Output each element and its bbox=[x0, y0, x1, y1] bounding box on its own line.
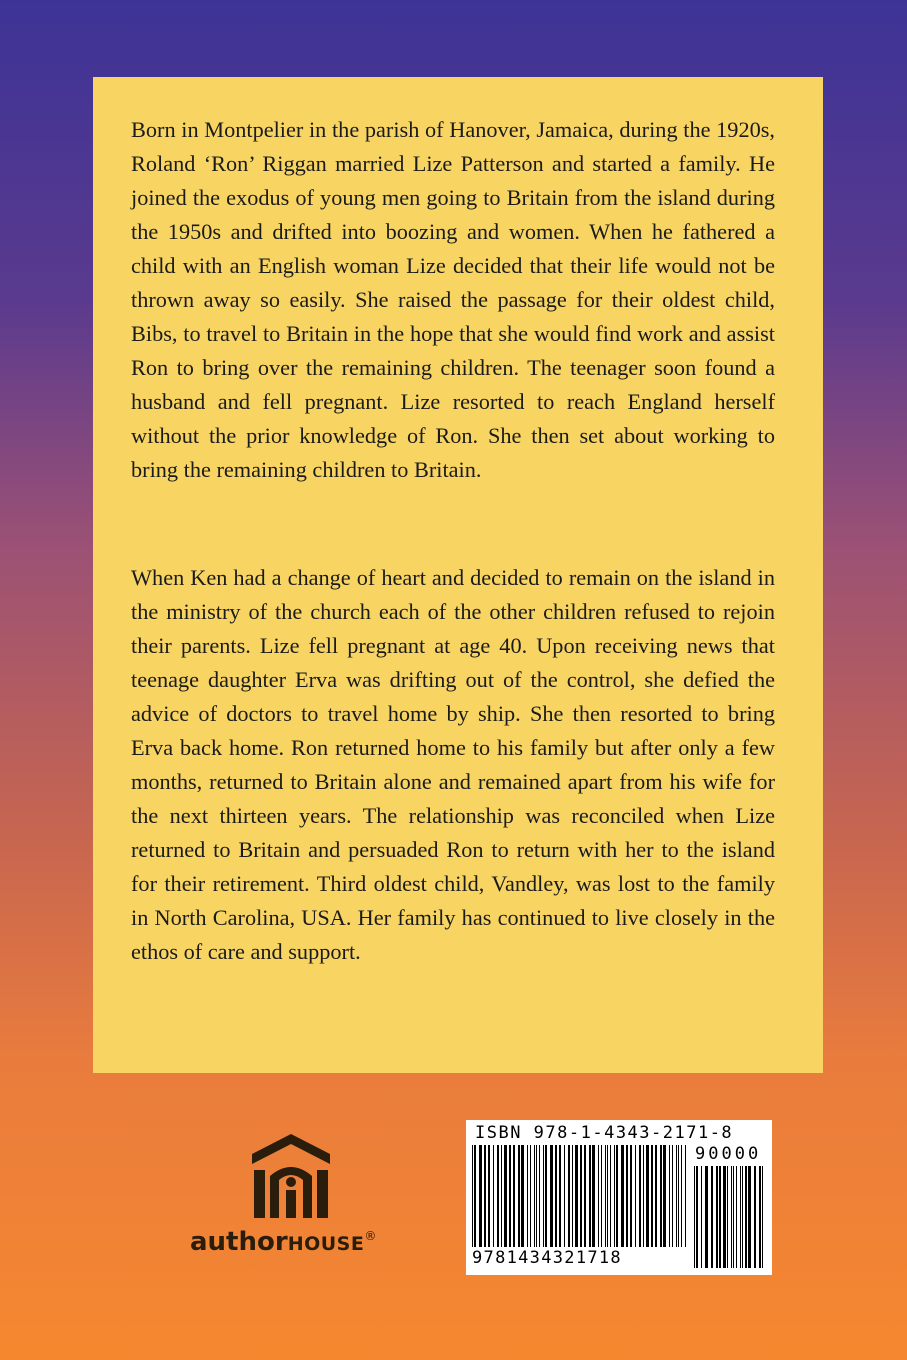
barcode-bar bbox=[660, 1145, 662, 1247]
barcode-bar bbox=[504, 1145, 507, 1247]
barcode-bar bbox=[731, 1166, 732, 1268]
publisher-logo bbox=[190, 1130, 390, 1260]
barcode-bar bbox=[497, 1145, 499, 1247]
barcode-bar bbox=[655, 1145, 657, 1247]
barcode-bar bbox=[559, 1145, 561, 1247]
barcode-bar bbox=[513, 1145, 515, 1247]
barcode-bar bbox=[527, 1145, 528, 1247]
barcode-bar bbox=[694, 1166, 695, 1268]
barcode-bar bbox=[488, 1145, 490, 1247]
barcode-bar bbox=[564, 1145, 565, 1247]
barcode-bar bbox=[474, 1145, 476, 1247]
barcode-addon-number: 90000 bbox=[695, 1144, 762, 1164]
barcode-bar bbox=[572, 1145, 573, 1247]
barcode-bar bbox=[742, 1166, 743, 1268]
publisher-name-author: author bbox=[190, 1227, 288, 1257]
barcode-bar bbox=[626, 1145, 628, 1247]
barcode-bar bbox=[736, 1166, 737, 1268]
barcode-bar bbox=[663, 1145, 666, 1247]
barcode-bar bbox=[723, 1166, 726, 1268]
barcode-bar bbox=[479, 1145, 482, 1247]
barcode-bar bbox=[610, 1145, 611, 1247]
barcode-bar bbox=[630, 1145, 632, 1247]
barcode-bar bbox=[733, 1166, 734, 1268]
barcode-bar bbox=[568, 1145, 570, 1247]
barcode-bar bbox=[616, 1145, 618, 1247]
blurb-paragraph-1: Born in Montpelier in the parish of Hanover, Jamaica, during the 1920s, Roland ‘Ron’ Riggan married Lize Patterson and started a family. He joined the exodus of young men going to Britain from the island during the 1950s and drifted into boozing and women. When he fathered a child with an English woman Lize decided that their life would not be thrown away so easily. She raised the passage for their oldest child, Bibs, to travel to Britain in the hope that she would find work and assist Ron to bring over the remaining children. The teenager soon found a husband and fell pregnant. Lize resorted to reach England herself without the prior knowledge of Ron. She then set about working to bring the remaining children to Britain. bbox=[131, 117, 775, 482]
authorhouse-logo-icon bbox=[250, 1130, 332, 1222]
barcode-bar bbox=[589, 1145, 591, 1247]
barcode-bar bbox=[580, 1145, 582, 1247]
barcode-bar bbox=[696, 1166, 698, 1268]
barcode-bar bbox=[701, 1166, 702, 1268]
barcode-bar bbox=[601, 1145, 602, 1247]
barcode-bar bbox=[759, 1166, 761, 1268]
barcode-bar bbox=[484, 1145, 486, 1247]
barcode-bar bbox=[676, 1145, 677, 1247]
trademark-symbol: ® bbox=[364, 1229, 377, 1243]
barcode-bar bbox=[678, 1145, 679, 1247]
barcode-bar bbox=[651, 1145, 653, 1247]
barcode-bar bbox=[518, 1145, 520, 1247]
barcode-bar bbox=[550, 1145, 553, 1247]
barcode-bar bbox=[740, 1166, 741, 1268]
barcode-bar bbox=[621, 1145, 624, 1247]
barcode-bar bbox=[536, 1145, 537, 1247]
barcode-bar bbox=[534, 1145, 535, 1247]
barcode-bar bbox=[598, 1145, 599, 1247]
isbn-barcode bbox=[466, 1120, 772, 1275]
barcode-bar bbox=[643, 1145, 644, 1247]
isbn-label: ISBN 978-1-4343-2171-8 bbox=[475, 1123, 734, 1143]
barcode-bar bbox=[509, 1145, 511, 1247]
barcode-ean-number: 9781434321718 bbox=[472, 1248, 622, 1268]
barcode-bar bbox=[705, 1166, 708, 1268]
barcode-bar bbox=[639, 1145, 641, 1247]
barcode-bar bbox=[646, 1145, 649, 1247]
barcode-bar bbox=[501, 1145, 502, 1247]
barcode-bar bbox=[748, 1166, 751, 1268]
barcode-bar bbox=[685, 1145, 686, 1247]
barcode-bar bbox=[605, 1145, 606, 1247]
barcode-bar bbox=[672, 1145, 673, 1247]
barcode-bar bbox=[493, 1145, 494, 1247]
publisher-name-house: HOUSE bbox=[287, 1233, 365, 1255]
barcode-bar bbox=[545, 1145, 547, 1247]
barcode-bar bbox=[669, 1145, 670, 1247]
publisher-wordmark bbox=[190, 1227, 390, 1257]
barcode-bar bbox=[584, 1145, 586, 1247]
barcode-bar bbox=[711, 1166, 713, 1268]
barcode-bar bbox=[575, 1145, 578, 1247]
barcode-bar bbox=[530, 1145, 531, 1247]
barcode-bar bbox=[681, 1145, 682, 1247]
blurb-paragraph-2: When Ken had a change of heart and decided to remain on the island in the ministry of the church each of the other children refused to rejoin their parents. Lize fell pregnant at age 40. Upon receiving news that teenage daughter Erva was drifting out of the control, she defied the advice of doctors to travel home by ship. She then resorted to bring Erva back home. Ron returned home to his family but after only a few months, returned to Britain alone and remained apart from his wife for the next thirteen years. The relationship was reconciled when Lize returned to Britain and persuaded Ron to return with her to the island for their retirement. Third oldest child, Vandley, was lost to the family in North Carolina, USA. Her family has continued to live closely in the ethos of care and support. bbox=[131, 565, 775, 964]
barcode-bar bbox=[539, 1145, 540, 1247]
barcode-bar bbox=[635, 1145, 636, 1247]
blurb-panel bbox=[93, 77, 823, 1073]
barcode-bar bbox=[745, 1166, 747, 1268]
barcode-bar bbox=[592, 1145, 595, 1247]
barcode-bar bbox=[762, 1166, 763, 1268]
barcode-bar bbox=[719, 1166, 721, 1268]
barcode-bar bbox=[521, 1145, 524, 1247]
barcode-bar bbox=[543, 1145, 544, 1247]
barcode-bar bbox=[716, 1166, 718, 1268]
barcode-bar bbox=[607, 1145, 608, 1247]
barcode-bar bbox=[472, 1145, 473, 1247]
barcode-bar bbox=[614, 1145, 615, 1247]
barcode-bar bbox=[555, 1145, 557, 1247]
barcode-bar bbox=[754, 1166, 756, 1268]
barcode-bar bbox=[727, 1166, 728, 1268]
